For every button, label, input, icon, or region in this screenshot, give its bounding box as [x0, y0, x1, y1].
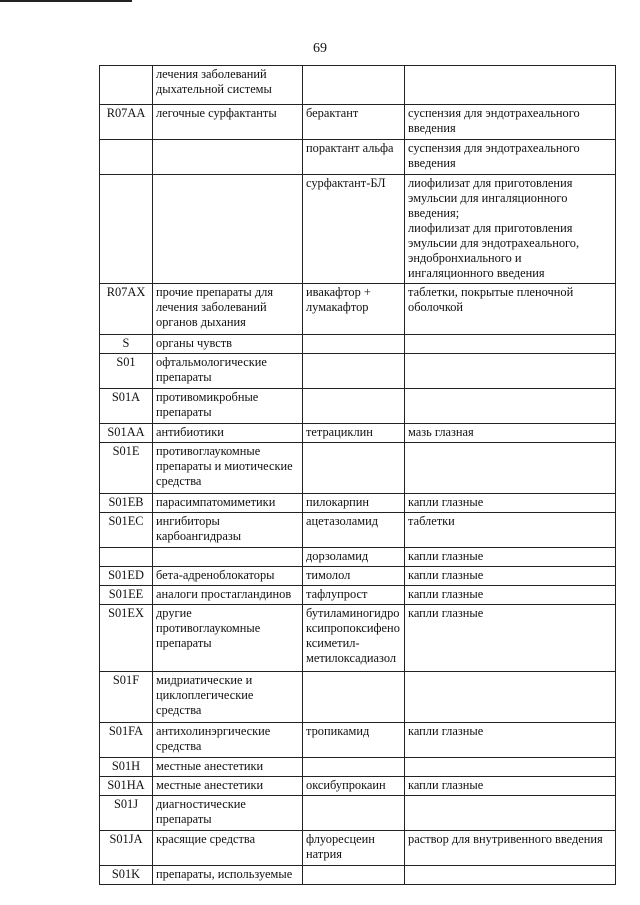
group-name-cell — [153, 548, 303, 567]
group-name-cell: диагностические препараты — [153, 796, 303, 831]
dosage-form-cell — [405, 354, 616, 389]
group-name-cell: местные анестетики — [153, 777, 303, 796]
drug-name-cell — [303, 443, 405, 494]
group-name-cell: легочные сурфактанты — [153, 105, 303, 140]
drug-name-cell: тетрациклин — [303, 424, 405, 443]
dosage-form-cell — [405, 866, 616, 885]
atc-code-cell: S01AA — [100, 424, 153, 443]
group-name-cell — [153, 175, 303, 284]
drug-name-cell: порактант альфа — [303, 140, 405, 175]
drug-name-cell: дорзоламид — [303, 548, 405, 567]
table-row — [100, 140, 616, 175]
drug-name-cell: тропикамид — [303, 723, 405, 758]
drug-name-cell: оксибупрокаин — [303, 777, 405, 796]
group-name-cell: антихолинэргические средства — [153, 723, 303, 758]
group-name-cell: препараты, используемые — [153, 866, 303, 885]
atc-code-cell: S01EX — [100, 605, 153, 672]
group-name-cell: бета-адреноблокаторы — [153, 567, 303, 586]
table-row — [100, 354, 616, 389]
drug-name-cell — [303, 672, 405, 723]
atc-code-cell: S01K — [100, 866, 153, 885]
atc-code-cell: S01H — [100, 758, 153, 777]
group-name-cell: ингибиторы карбоангидразы — [153, 513, 303, 548]
atc-code-cell: S01F — [100, 672, 153, 723]
drug-name-cell — [303, 66, 405, 105]
atc-code-cell: S01J — [100, 796, 153, 831]
drug-name-cell: тафлупрост — [303, 586, 405, 605]
drug-name-cell: ацетазоламид — [303, 513, 405, 548]
table-row — [100, 105, 616, 140]
group-name-cell: красящие средства — [153, 831, 303, 866]
atc-code-cell: S01JA — [100, 831, 153, 866]
drug-name-cell: тимолол — [303, 567, 405, 586]
table-row — [100, 335, 616, 354]
table-row — [100, 175, 616, 284]
dosage-form-cell: капли глазные — [405, 605, 616, 672]
table-row — [100, 424, 616, 443]
drug-name-cell — [303, 758, 405, 777]
table-row — [100, 605, 616, 672]
table-row — [100, 284, 616, 335]
dosage-form-cell: раствор для внутривенного введения — [405, 831, 616, 866]
dosage-form-cell: капли глазные — [405, 494, 616, 513]
table-row — [100, 777, 616, 796]
table-row — [100, 567, 616, 586]
atc-code-cell: S01A — [100, 389, 153, 424]
group-name-cell: мидриатические и циклоплегические средства — [153, 672, 303, 723]
dosage-form-cell: таблетки — [405, 513, 616, 548]
atc-code-cell: S — [100, 335, 153, 354]
table-row — [100, 672, 616, 723]
drug-name-cell: пилокарпин — [303, 494, 405, 513]
group-name-cell: офтальмологические препараты — [153, 354, 303, 389]
dosage-form-cell: суспензия для эндотрахеального введения — [405, 140, 616, 175]
atc-code-cell: S01ED — [100, 567, 153, 586]
dosage-form-cell — [405, 66, 616, 105]
atc-code-cell — [100, 548, 153, 567]
dosage-form-cell — [405, 335, 616, 354]
atc-code-cell — [100, 175, 153, 284]
atc-code-cell: R07AA — [100, 105, 153, 140]
dosage-form-cell: капли глазные — [405, 567, 616, 586]
drug-name-cell — [303, 389, 405, 424]
dosage-form-cell — [405, 672, 616, 723]
drug-name-cell: сурфактант-БЛ — [303, 175, 405, 284]
drug-name-cell: флуоресцеин натрия — [303, 831, 405, 866]
group-name-cell: аналоги простагландинов — [153, 586, 303, 605]
drug-name-cell — [303, 354, 405, 389]
drug-name-cell: берактант — [303, 105, 405, 140]
table-row — [100, 866, 616, 885]
table-row — [100, 548, 616, 567]
dosage-form-cell: мазь глазная — [405, 424, 616, 443]
group-name-cell: противомикробные препараты — [153, 389, 303, 424]
group-name-cell: антибиотики — [153, 424, 303, 443]
dosage-form-cell — [405, 796, 616, 831]
drug-list-table — [99, 65, 616, 885]
page-number: 69 — [313, 41, 327, 56]
drug-name-cell — [303, 866, 405, 885]
drug-name-cell — [303, 335, 405, 354]
dosage-form-cell: суспензия для эндотрахеального введения — [405, 105, 616, 140]
dosage-form-cell: лиофилизат для приготовления эмульсии для ингаляционного введения; лиофилизат для приготовления эмульсии для эндотрахеального, эндобронхиального и ингаляционного введения — [405, 175, 616, 284]
drug-name-cell: ивакафтор + лумакафтор — [303, 284, 405, 335]
table-row — [100, 494, 616, 513]
atc-code-cell — [100, 66, 153, 105]
dosage-form-cell: капли глазные — [405, 723, 616, 758]
atc-code-cell: S01E — [100, 443, 153, 494]
group-name-cell: лечения заболеваний дыхательной системы — [153, 66, 303, 105]
table-body — [100, 66, 616, 885]
dosage-form-cell — [405, 389, 616, 424]
table-row — [100, 443, 616, 494]
atc-code-cell: S01HA — [100, 777, 153, 796]
group-name-cell: противоглаукомные препараты и миотические средства — [153, 443, 303, 494]
table-row — [100, 796, 616, 831]
top-edge-line — [0, 0, 132, 2]
group-name-cell: органы чувств — [153, 335, 303, 354]
dosage-form-cell: капли глазные — [405, 586, 616, 605]
atc-code-cell: S01EC — [100, 513, 153, 548]
drug-name-cell: бутиламиногидро ксипропоксифено ксиметил- метилоксадиазол — [303, 605, 405, 672]
dosage-form-cell — [405, 443, 616, 494]
group-name-cell — [153, 140, 303, 175]
table-row — [100, 513, 616, 548]
table-row — [100, 389, 616, 424]
group-name-cell: прочие препараты для лечения заболеваний органов дыхания — [153, 284, 303, 335]
dosage-form-cell: капли глазные — [405, 548, 616, 567]
drug-name-cell — [303, 796, 405, 831]
group-name-cell: другие противоглаукомные препараты — [153, 605, 303, 672]
dosage-form-cell: капли глазные — [405, 777, 616, 796]
table-row — [100, 66, 616, 105]
table-row — [100, 723, 616, 758]
table-row — [100, 758, 616, 777]
group-name-cell: парасимпатомиметики — [153, 494, 303, 513]
atc-code-cell: S01EE — [100, 586, 153, 605]
table-row — [100, 831, 616, 866]
atc-code-cell: S01EB — [100, 494, 153, 513]
atc-code-cell: R07AX — [100, 284, 153, 335]
dosage-form-cell: таблетки, покрытые пленочной оболочкой — [405, 284, 616, 335]
atc-code-cell — [100, 140, 153, 175]
dosage-form-cell — [405, 758, 616, 777]
group-name-cell: местные анестетики — [153, 758, 303, 777]
table-row — [100, 586, 616, 605]
atc-code-cell: S01 — [100, 354, 153, 389]
atc-code-cell: S01FA — [100, 723, 153, 758]
